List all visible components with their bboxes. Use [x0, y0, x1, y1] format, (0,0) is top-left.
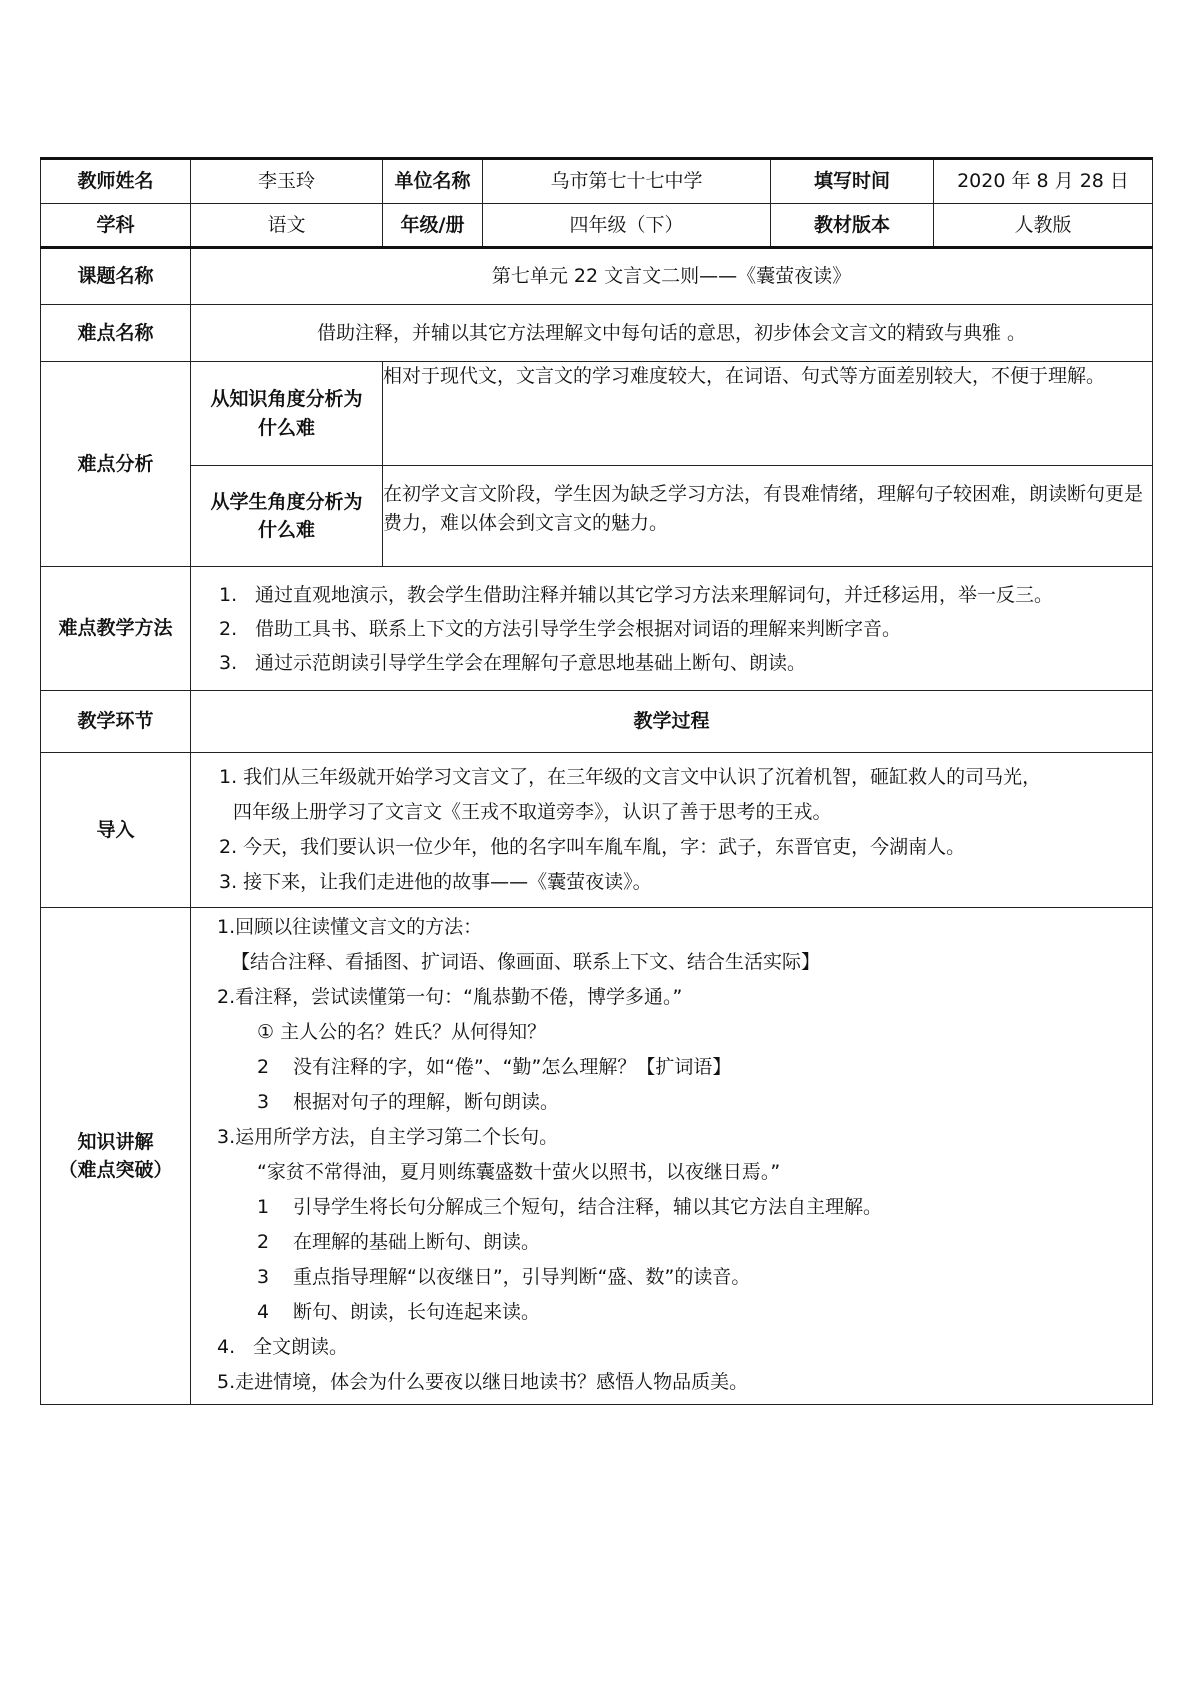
list-item: 2. 借助工具书、联系上下文的方法引导学生学会根据对词语的理解来判断字音。 [219, 617, 902, 640]
methods-label: 难点教学方法 [41, 567, 191, 691]
lesson-plan-table [40, 157, 1153, 1405]
knowledge-line: 5.走进情境，体会为什么要夜以继日地读书？感悟人物品质美。 [217, 1371, 749, 1393]
date-label: 填写时间 [771, 159, 934, 204]
analysis-student-row [41, 466, 1153, 567]
knowledge-row [41, 908, 1153, 1405]
intro-line: 四年级上册学习了文言文《王戎不取道旁李》，认识了善于思考的王戎。 [233, 801, 832, 823]
knowledge-line: 2.看注释，尝试读懂第一句：“胤恭勤不倦，博学多通。” [217, 986, 683, 1008]
analysis-knowledge-label: 从知识角度分析为什么难 [191, 362, 383, 466]
grade-label: 年级/册 [383, 204, 483, 248]
difficulty-label: 难点名称 [41, 305, 191, 362]
knowledge-line: 【结合注释、看插图、扩词语、像画面、联系上下文、结合生活实际】 [231, 951, 821, 973]
unit-label: 单位名称 [383, 159, 483, 204]
knowledge-line: 1.回顾以往读懂文言文的方法： [217, 916, 483, 938]
difficulty-value: 借助注释，并辅以其它方法理解文中每句话的意思，初步体会文言文的精致与典雅 。 [191, 305, 1153, 362]
knowledge-line: 3 重点指导理解“以夜继日”，引导判断“盛、数”的读音。 [257, 1266, 751, 1288]
intro-line: 3. 接下来，让我们走进他的故事——《囊萤夜读》。 [219, 871, 652, 893]
intro-row [41, 753, 1153, 908]
methods-row [41, 567, 1153, 691]
analysis-knowledge-value [383, 362, 1153, 466]
process-header-row [41, 691, 1153, 753]
knowledge-lines [191, 908, 1152, 1404]
topic-value: 第七单元 22 文言文二则——《囊萤夜读》 [191, 248, 1153, 305]
process-label: 教学过程 [191, 691, 1153, 753]
knowledge-line: 2 没有注释的字，如“倦”、“勤”怎么理解？【扩词语】 [257, 1056, 732, 1078]
knowledge-cell [191, 908, 1153, 1405]
textbook-label: 教材版本 [771, 204, 934, 248]
textbook-value: 人教版 [934, 204, 1153, 248]
subject-label: 学科 [41, 204, 191, 248]
knowledge-line: 1 引导学生将长句分解成三个短句，结合注释，辅以其它方法自主理解。 [257, 1196, 883, 1218]
stage-label: 教学环节 [41, 691, 191, 753]
analysis-student-text: 在初学文言文阶段，学生因为缺乏学习方法，有畏难情绪，理解句子较困难，朗读断句更是费力，难以体会到文言文的魅力。 [383, 483, 1144, 534]
teacher-value: 李玉玲 [191, 159, 383, 204]
subject-value: 语文 [191, 204, 383, 248]
knowledge-line: ① 主人公的名？姓氏？从何得知？ [257, 1021, 547, 1043]
analysis-label: 难点分析 [41, 362, 191, 567]
teacher-label: 教师姓名 [41, 159, 191, 204]
analysis-knowledge-row [41, 362, 1153, 466]
analysis-student-label: 从学生角度分析为什么难 [191, 466, 383, 567]
intro-line: 2. 今天，我们要认识一位少年，他的名字叫车胤车胤，字：武子，东晋官吏，今湖南人。 [219, 836, 966, 858]
intro-cell [191, 753, 1153, 908]
topic-row [41, 248, 1153, 305]
methods-list [191, 572, 1152, 686]
knowledge-line: 3 根据对句子的理解，断句朗读。 [257, 1091, 560, 1113]
knowledge-line: 4 断句、朗读，长句连起来读。 [257, 1301, 541, 1323]
knowledge-line: 4. 全文朗读。 [217, 1336, 349, 1358]
topic-label: 课题名称 [41, 248, 191, 305]
list-item: 3. 通过示范朗读引导学生学会在理解句子意思地基础上断句、朗读。 [219, 651, 807, 674]
date-value: 2020 年 8 月 28 日 [934, 159, 1153, 204]
knowledge-line: “家贫不常得油，夏月则练囊盛数十萤火以照书，以夜继日焉。” [257, 1161, 781, 1183]
unit-value: 乌市第七十七中学 [483, 159, 771, 204]
intro-label: 导入 [41, 753, 191, 908]
analysis-student-value [383, 466, 1153, 567]
grade-value: 四年级（下） [483, 204, 771, 248]
intro-lines [191, 756, 1152, 904]
knowledge-line: 3.运用所学方法，自主学习第二个长句。 [217, 1126, 559, 1148]
list-item: 1. 通过直观地演示，教会学生借助注释并辅以其它学习方法来理解词句，并迁移运用，举一反三。 [219, 583, 1054, 606]
knowledge-label [41, 908, 191, 1405]
knowledge-label-line2: （难点突破） [58, 1159, 173, 1181]
analysis-knowledge-text: 相对于现代文，文言文的学习难度较大，在词语、句式等方面差别较大，不便于理解。 [383, 365, 1106, 387]
header-row-2 [41, 204, 1153, 248]
difficulty-row [41, 305, 1153, 362]
knowledge-line: 2 在理解的基础上断句、朗读。 [257, 1231, 541, 1253]
knowledge-label-line1: 知识讲解 [77, 1130, 154, 1153]
methods-cell [191, 567, 1153, 691]
header-row-1 [41, 159, 1153, 204]
intro-line: 1. 我们从三年级就开始学习文言文了，在三年级的文言文中认识了沉着机智，砸缸救人的司马光， [219, 766, 1042, 788]
